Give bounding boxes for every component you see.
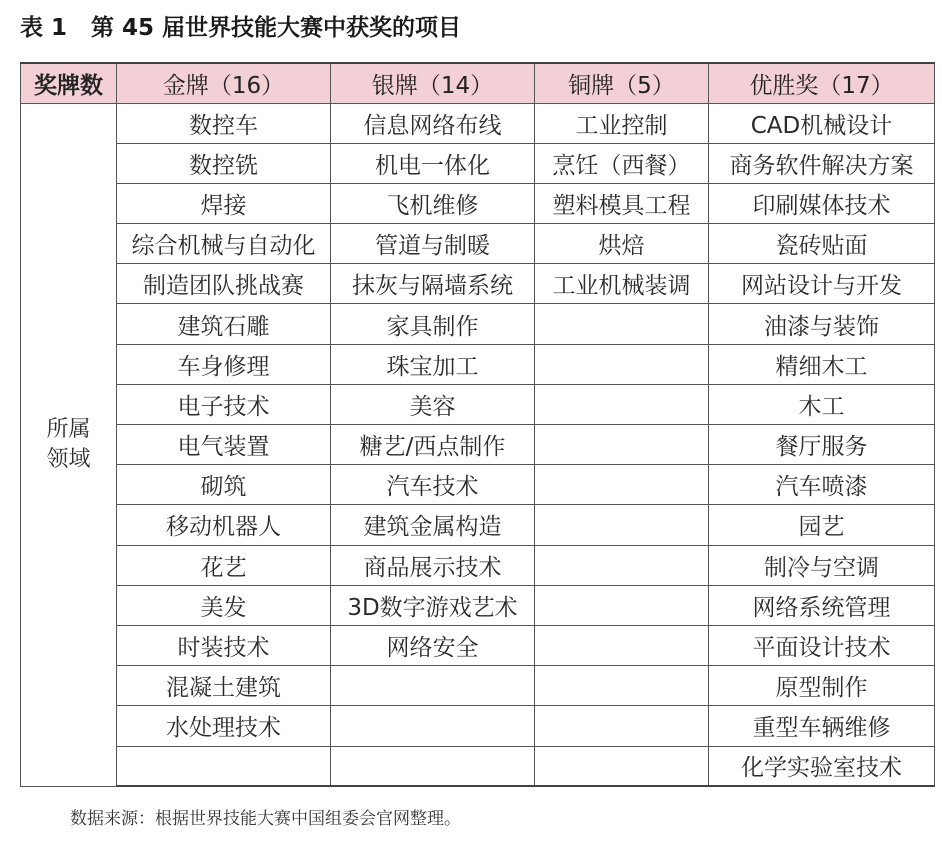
gold-cell: 综合机械与自动化	[117, 224, 331, 264]
excellence-cell: 印刷媒体技术	[709, 183, 935, 223]
excellence-cell: 制冷与空调	[709, 545, 935, 585]
table-row	[21, 224, 935, 264]
gold-cell: 混凝土建筑	[117, 666, 331, 706]
silver-cell: 3D数字游戏艺术	[331, 585, 535, 625]
header-silver: 银牌（14）	[331, 63, 535, 103]
bronze-cell: 工业机械装调	[535, 264, 709, 304]
table-row	[21, 545, 935, 585]
bronze-cell	[535, 425, 709, 465]
silver-cell: 汽车技术	[331, 465, 535, 505]
table-row	[21, 625, 935, 665]
bronze-cell	[535, 706, 709, 746]
excellence-cell: 餐厅服务	[709, 425, 935, 465]
table-row	[21, 143, 935, 183]
silver-cell: 建筑金属构造	[331, 505, 535, 545]
excellence-cell: 汽车喷漆	[709, 465, 935, 505]
table-row	[21, 465, 935, 505]
excellence-cell: 木工	[709, 384, 935, 424]
header-bronze: 铜牌（5）	[535, 63, 709, 103]
gold-cell: 建筑石雕	[117, 304, 331, 344]
excellence-cell: 网络系统管理	[709, 585, 935, 625]
gold-cell: 美发	[117, 585, 331, 625]
silver-cell: 糖艺/西点制作	[331, 425, 535, 465]
gold-cell: 焊接	[117, 183, 331, 223]
gold-cell: 数控车	[117, 103, 331, 143]
silver-cell: 抹灰与隔墙系统	[331, 264, 535, 304]
silver-cell: 飞机维修	[331, 183, 535, 223]
header-medal-count: 奖牌数	[21, 63, 117, 103]
table-row	[21, 505, 935, 545]
silver-cell: 商品展示技术	[331, 545, 535, 585]
excellence-cell: 商务软件解决方案	[709, 143, 935, 183]
excellence-cell: 精细木工	[709, 344, 935, 384]
silver-cell: 信息网络布线	[331, 103, 535, 143]
bronze-cell	[535, 625, 709, 665]
table-caption	[20, 10, 461, 46]
bronze-cell	[535, 465, 709, 505]
excellence-cell: 瓷砖贴面	[709, 224, 935, 264]
source-note: 数据来源：根据世界技能大赛中国组委会官网整理。	[70, 809, 461, 829]
bronze-cell	[535, 585, 709, 625]
table-row	[21, 183, 935, 223]
table-row	[21, 384, 935, 424]
silver-cell: 机电一体化	[331, 143, 535, 183]
gold-cell: 砌筑	[117, 465, 331, 505]
excellence-cell: 原型制作	[709, 666, 935, 706]
excellence-cell: 网站设计与开发	[709, 264, 935, 304]
table-row	[21, 103, 935, 143]
bronze-cell	[535, 344, 709, 384]
gold-cell: 移动机器人	[117, 505, 331, 545]
gold-cell: 电子技术	[117, 384, 331, 424]
excellence-cell: 化学实验室技术	[709, 746, 935, 786]
header-excellence: 优胜奖（17）	[709, 63, 935, 103]
gold-cell: 制造团队挑战赛	[117, 264, 331, 304]
gold-cell: 电气装置	[117, 425, 331, 465]
table-title: 第 45 届世界技能大赛中获奖的项目	[91, 15, 462, 41]
gold-cell	[117, 746, 331, 786]
gold-cell: 水处理技术	[117, 706, 331, 746]
bronze-cell: 烹饪（西餐）	[535, 143, 709, 183]
table-body	[21, 103, 935, 786]
row-label-domain: 所属 领域	[21, 103, 117, 786]
silver-cell: 美容	[331, 384, 535, 424]
table-row	[21, 666, 935, 706]
table-row	[21, 344, 935, 384]
bronze-cell: 工业控制	[535, 103, 709, 143]
gold-cell: 时装技术	[117, 625, 331, 665]
table-number: 表 1	[20, 15, 68, 41]
excellence-cell: 园艺	[709, 505, 935, 545]
bronze-cell	[535, 304, 709, 344]
gold-cell: 花艺	[117, 545, 331, 585]
excellence-cell: 平面设计技术	[709, 625, 935, 665]
awards-table	[20, 62, 935, 787]
table-row	[21, 425, 935, 465]
gold-cell: 数控铣	[117, 143, 331, 183]
bronze-cell	[535, 746, 709, 786]
gold-cell: 车身修理	[117, 344, 331, 384]
silver-cell: 管道与制暖	[331, 224, 535, 264]
silver-cell	[331, 666, 535, 706]
silver-cell	[331, 706, 535, 746]
bronze-cell	[535, 545, 709, 585]
silver-cell: 网络安全	[331, 625, 535, 665]
table-row	[21, 746, 935, 786]
bronze-cell	[535, 666, 709, 706]
header-row	[21, 63, 935, 103]
excellence-cell: 油漆与装饰	[709, 304, 935, 344]
bronze-cell	[535, 384, 709, 424]
table-row	[21, 706, 935, 746]
excellence-cell: CAD机械设计	[709, 103, 935, 143]
table-row	[21, 585, 935, 625]
bronze-cell: 塑料模具工程	[535, 183, 709, 223]
silver-cell: 珠宝加工	[331, 344, 535, 384]
silver-cell	[331, 746, 535, 786]
table-row	[21, 304, 935, 344]
silver-cell: 家具制作	[331, 304, 535, 344]
excellence-cell: 重型车辆维修	[709, 706, 935, 746]
header-gold: 金牌（16）	[117, 63, 331, 103]
bronze-cell: 烘焙	[535, 224, 709, 264]
bronze-cell	[535, 505, 709, 545]
table-row	[21, 264, 935, 304]
